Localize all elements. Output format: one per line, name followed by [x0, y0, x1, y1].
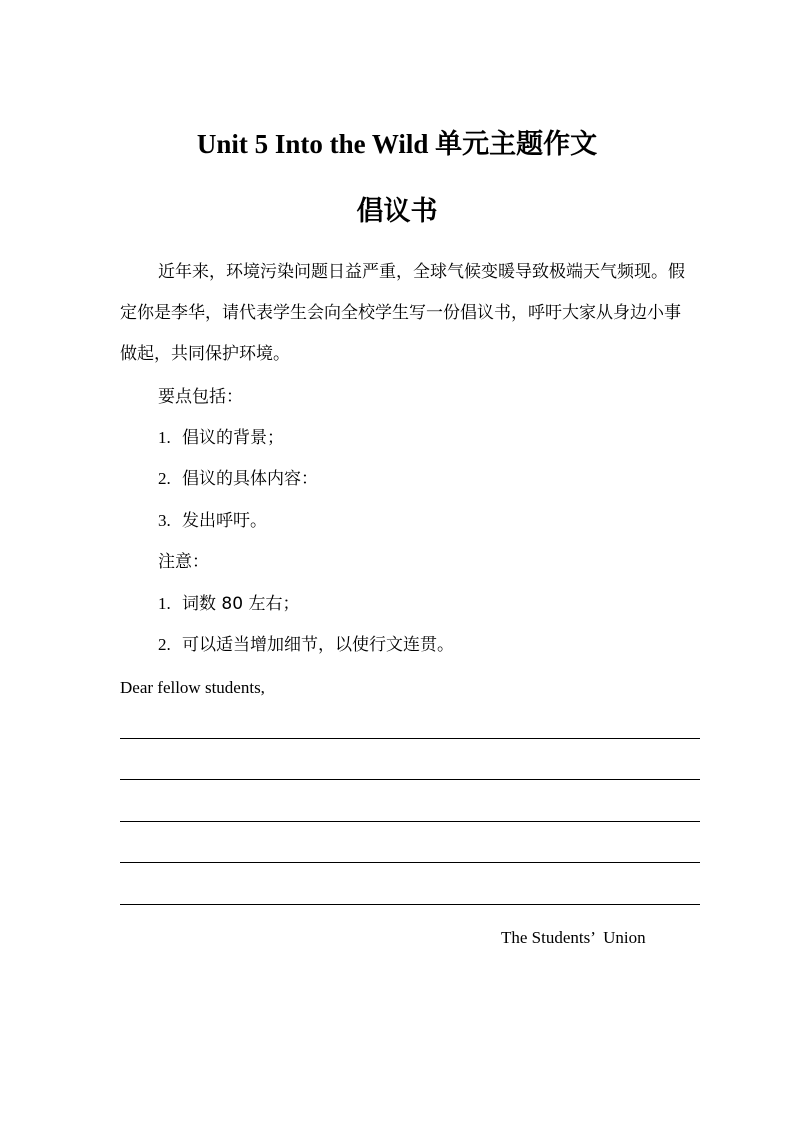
- notes-heading: 注意：: [158, 552, 209, 572]
- key-points-heading: 要点包括：: [158, 387, 243, 407]
- key-point-number: 1.: [158, 428, 171, 447]
- writing-line: [120, 904, 700, 905]
- key-point-number: 3.: [158, 511, 171, 530]
- essay-title: Unit 5 Into the Wild 单元主题作文: [196, 129, 598, 159]
- writing-line: [120, 821, 700, 822]
- key-point-item: [158, 509, 267, 533]
- signature: The Students’ Union: [501, 928, 646, 947]
- note-number: 1.: [158, 594, 171, 613]
- writing-prompt: 近年来，环境污染问题日益严重，全球气候变暖导致极端天气频现。假定你是李华，请代表学生会向全校学生写一份倡议书，呼吁大家从身边小事做起，共同保护环境。: [120, 262, 685, 364]
- key-point-text: 倡议的背景；: [182, 428, 284, 448]
- essay-subtitle: 倡议书: [356, 196, 438, 226]
- note-text: 可以适当增加细节，以使行文连贯。: [182, 635, 454, 655]
- note-item: [158, 633, 454, 657]
- note-number: 2.: [158, 635, 171, 654]
- writing-line: [120, 862, 700, 863]
- key-point-item: [158, 467, 318, 491]
- key-point-text: 发出呼吁。: [182, 511, 267, 531]
- key-point-item: [158, 426, 284, 450]
- note-text: 词数 80 左右；: [182, 594, 300, 614]
- salutation: Dear fellow students,: [120, 678, 265, 697]
- key-point-number: 2.: [158, 469, 171, 488]
- note-item: [158, 592, 299, 616]
- writing-line: [120, 779, 700, 780]
- writing-line: [120, 738, 700, 739]
- key-point-text: 倡议的具体内容：: [182, 469, 318, 489]
